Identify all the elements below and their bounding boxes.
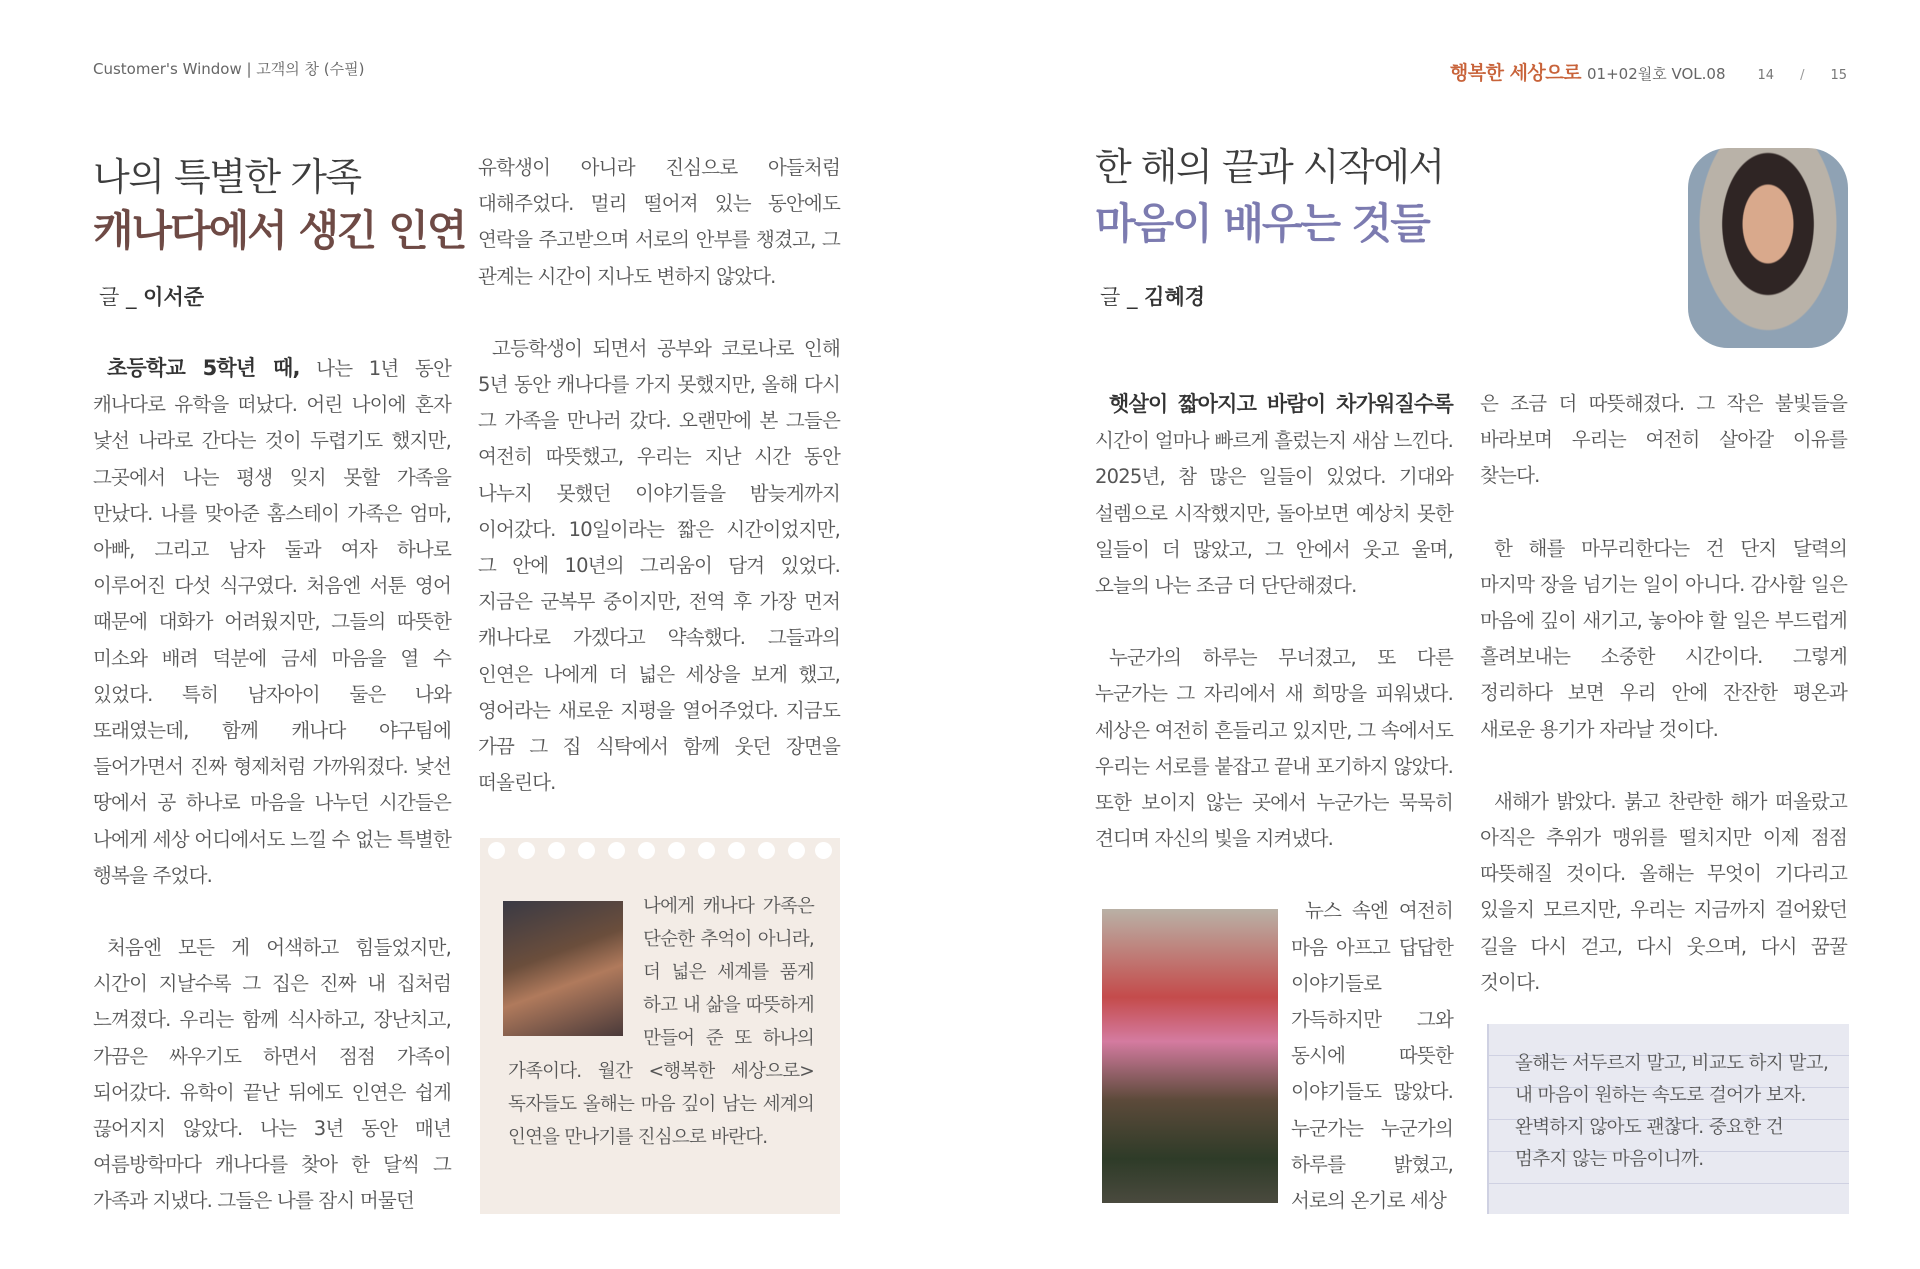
- article1-author: 이서준: [143, 285, 205, 309]
- article2-paragraph: 은 조금 더 따뜻해졌다. 그 작은 불빛들을 바라보며 우리는 여전히 살아갈 이유를 찾는다.: [1480, 392, 1847, 488]
- article2-byline: [1100, 281, 1205, 311]
- notepad-holes: [488, 842, 832, 864]
- article1-paragraph: 처음엔 모든 게 어색하고 힘들었지만, 시간이 지날수록 그 집은 진짜 내 집처럼 느껴졌다. 우리는 함께 식사하고, 장난치고, 가끔은 싸우기도 하면서 점점 가족이 되어갔다. 유학이 끝난 뒤에도 인연은 쉽게 끊어지지 않았다. 나는 3년 동안 매년 여름방학마다 캐나다를 찾아 한 달씩 그 가족과 지냈다. 그들은 나를 잠시 머물던: [93, 936, 451, 1213]
- article1-paragraph: [93, 350, 451, 894]
- issue-label: 01+02월호 VOL.08: [1587, 65, 1726, 83]
- page-separator: /: [1800, 68, 1805, 83]
- byline-prefix: 글 _: [1100, 285, 1138, 309]
- article1-title: 나의 특별한 가족: [93, 155, 361, 199]
- quote-box: [1487, 1024, 1849, 1214]
- article2-column2: [1480, 386, 1847, 1037]
- article2-paragraph: 한 해를 마무리한다는 건 단지 달력의 마지막 장을 넘기는 일이 아니다. 감사할 일은 마음에 깊이 새기고, 놓아야 할 일은 부드럽게 흘려보내는 소중한 시간이다. 그렇게 정리하다 보면 우리 안에 잔잔한 평온과 새로운 용기가 자라날 것이다.: [1480, 536, 1847, 741]
- article2-paragraph: [1095, 386, 1453, 604]
- note-text: 나에게 캐나다 가족은 단순한 추억이 아니라, 더 넓은 세계를 품게 하고 내 삶을 따뜻하게 만들어 준 또 하나의 가족이다. 월간 <행복한 세상으로> 독자들도 올해는 마음 깊이 남는 세계의 인연을 만나기를 진심으로 바란다.: [508, 896, 814, 1148]
- article1-byline: [99, 281, 204, 311]
- magazine-title: 행복한 세상으로: [1449, 62, 1581, 84]
- article1-column1: [93, 350, 451, 1256]
- article2-paragraph: 새해가 밝았다. 붉고 찬란한 해가 떠올랐고 아직은 추위가 맹위를 떨치지만 이제 점점 따뜻해질 것이다. 올해는 무엇이 기다리고 있을지 모르지만, 우리는 지금까지 걸어왔던 길을 다시 걷고, 다시 웃으며, 다시 꿈꿀 것이다.: [1480, 789, 1847, 994]
- article1-paragraph: 유학생이 아니라 진심으로 아들처럼 대해주었다. 멀리 떨어져 있는 동안에도 연락을 주고받으며 서로의 안부를 챙겼고, 그 관계는 시간이 지나도 변하지 않았다.: [478, 156, 840, 288]
- article2-paragraph: 누군가의 하루는 무너졌고, 또 다른 누군가는 그 자리에서 새 희망을 피워냈다. 세상은 여전히 흔들리고 있지만, 그 속에서도 우리는 서로를 붙잡고 끝내 포기하지 않았다. 또한 보이지 않는 곳에서 누군가는 묵묵히 견디며 자신의 빛을 지켜냈다.: [1095, 646, 1453, 851]
- article1-paragraph: 고등학생이 되면서 공부와 코로나로 인해 5년 동안 캐나다를 가지 못했지만, 올해 다시 그 가족을 만나러 갔다. 오랜만에 본 그들은 여전히 따뜻했고, 우리는 지난 시간 동안 나누지 못했던 이야기들을 밤늦게까지 이어갔다. 10일이라는 짧은 시간이었지만, 그 안에 10년의 그리움이 담겨 있었다. 지금은 군복무 중이지만, 전역 후 가장 먼저 캐나다로 가겠다고 약속했다. 그들과의 인연은 나에게 더 넓은 세상을 보게 했고, 영어라는 새로운 지평을 열어주었다. 지금도 가끔 그 집 식탁에서 함께 웃던 장면을 떠올린다.: [478, 336, 840, 795]
- quote-text: 올해는 서두르지 말고, 비교도 하지 말고, 내 마음이 원하는 속도로 걸어가 보자. 완벽하지 않아도 괜찮다. 중요한 건 멈추지 않는 마음이니까.: [1515, 1053, 1829, 1170]
- article1-column2: [478, 150, 840, 837]
- note-box: [480, 838, 840, 1214]
- note-text-wrap: [508, 890, 814, 1154]
- page-number-right: 15: [1830, 68, 1847, 83]
- article2-subtitle: 마음이 배우는 것들: [1095, 199, 1429, 248]
- article1-lead: 초등학교 5학년 때,: [107, 356, 300, 380]
- article2-paragraph-text: 뉴스 속엔 여전히 마음 아프고 답답한 이야기들로 가득하지만 그와 동시에 따뜻한 이야기들도 많았다. 누군가는 누군가의 하루를 밝혔고, 서로의 온기로 세상: [1291, 899, 1453, 1213]
- article1-subtitle: 캐나다에서 생긴 인연: [93, 206, 466, 255]
- article2-author: 김혜경: [1144, 285, 1206, 309]
- article1-paragraph-text: 나는 1년 동안 캐나다로 유학을 떠났다. 어린 나이에 혼자 낯선 나라로 간다는 것이 두렵기도 했지만, 그곳에서 나는 평생 잊지 못할 가족을 만났다. 나를 맞아준 홈스테이 가족은 엄마, 아빠, 그리고 남자 둘과 여자 하나로 이루어진 다섯 식구였다. 처음엔 서툰 영어 때문에 대화가 어려웠지만, 그들의 따뜻한 미소와 배려 덕분에 금세 마음을 열 수 있었다. 특히 남자아이 둘은 나와 또래였는데, 함께 캐나다 야구팀에 들어가면서 진짜 형제처럼 가까워졌다. 낯선 땅에서 공 하나로 마음을 나누던 시간들은 나에게 세상 어디에서도 느낄 수 없는 특별한 행복을 주었다.: [93, 357, 451, 887]
- page-number-left: 14: [1757, 68, 1775, 83]
- magazine-header: [1450, 58, 1847, 85]
- author-portrait: [1688, 148, 1848, 348]
- article2-paragraph-text: 시간이 얼마나 빠르게 흘렀는지 새삼 느낀다. 2025년, 참 많은 일들이 있었다. 기대와 설렘으로 시작했지만, 돌아보면 예상치 못한 일들이 더 많았고, 그 안에서 웃고 울며, 오늘의 나는 조금 더 단단해졌다.: [1095, 429, 1453, 598]
- christmas-photo: [1102, 909, 1278, 1203]
- byline-prefix: 글 _: [99, 285, 137, 309]
- article2-title: 한 해의 끝과 시작에서: [1095, 145, 1444, 189]
- section-label: Customer's Window | 고객의 창 (수필): [93, 60, 365, 78]
- article2-lead: 햇살이 짧아지고 바람이 차가워질수록: [1109, 392, 1453, 416]
